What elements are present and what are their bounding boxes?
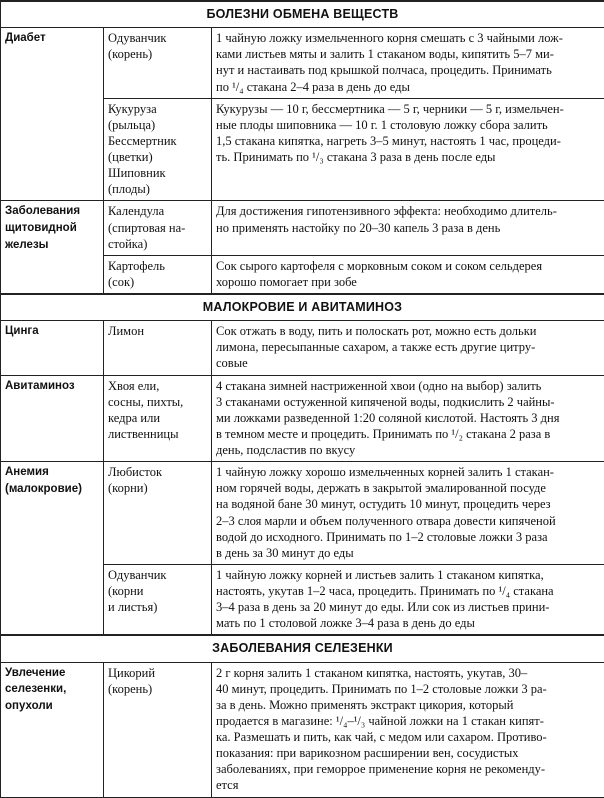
disease-cell [1,375,104,462]
text-line: (малокровие) [5,481,99,498]
text-line: Одуванчик [108,30,207,46]
table-row [1,375,604,462]
disease-cell [1,201,104,294]
disease-cell [1,28,104,201]
table-row [1,321,604,375]
text-line: (рыльца) [108,117,207,133]
text-line: Сок сырого картофеля с морковным соком и соком сельдерея [216,258,600,274]
text-line: 2 г корня залить 1 стаканом кипятка, настоять, укутав, 30– [216,665,600,681]
text-line: Одуванчик [108,567,207,583]
disease-cell [1,462,104,636]
disease-cell [1,321,104,375]
text-line: в день за 30 минут до еды [216,545,600,561]
text-line: ном горячей воды, держать в закрытой эмалированной посуде [216,480,600,496]
text-line: 4 стакана зимней настриженной хвои (одно на выбор) залить [216,378,600,394]
text-line: по ¹/₄ стакана 2–4 раза в день до еды [216,79,600,95]
recipe-cell [212,255,604,294]
plant-cell [104,321,212,375]
text-line: 1 чайную ложку измельченного корня смешать с 3 чайными лож- [216,30,600,46]
plant-cell [104,201,212,255]
text-line: Диабет [5,30,99,47]
plant-cell [104,375,212,462]
text-line: водой до исходного. Принимать по 1–2 столовые ложки 3 раза [216,529,600,545]
text-line: (корень) [108,681,207,697]
text-line: день, подсластив по вкусу [216,442,600,458]
plant-cell [104,564,212,635]
text-line: хорошо помогает при зобе [216,274,600,290]
text-line: мать по 1 столовой ложке 3–4 раза в день до еды [216,615,600,631]
text-line: селезенки, [5,681,99,698]
text-line: Шиповник [108,165,207,181]
text-line: (корни) [108,480,207,496]
text-line: лимона, пересыпанные сахаром, а также есть другие цитру- [216,339,600,355]
disease-cell [1,662,104,797]
text-line: Увлечение [5,665,99,682]
plant-cell [104,662,212,797]
text-line: ется [216,777,600,793]
text-line: (спиртовая на- [108,220,207,236]
text-line: на водяной бане 30 минут, остудить 10 минут, процедить через [216,496,600,512]
text-line: и листья) [108,599,207,615]
section-title: БОЛЕЗНИ ОБМЕНА ВЕЩЕСТВ [1,1,604,28]
plant-cell [104,462,212,565]
text-line: (сок) [108,274,207,290]
recipe-cell [212,28,604,99]
text-line: Кукурузы — 10 г, бессмертника — 5 г, черники — 5 г, измельчен- [216,101,600,117]
table-row [1,462,604,565]
text-line: Анемия [5,464,99,481]
text-line: Лимон [108,323,207,339]
text-line: 1 чайную ложку корней и листьев залить 1 стаканом кипятка, [216,567,600,583]
text-line: 3–4 раза в день за 20 минут до еды. Или сок из листьев прини- [216,599,600,615]
recipe-cell [212,375,604,462]
text-line: щитовидной [5,220,99,237]
text-line: 2–3 слоя марли и объем полученного отвара довести кипяченой [216,513,600,529]
text-line: лиственницы [108,426,207,442]
text-line: 1,5 стакана кипятка, нагреть 3–5 минут, настоять 1 час, процеди- [216,133,600,149]
plant-cell [104,28,212,99]
text-line: Авитаминоз [5,378,99,395]
recipe-cell [212,564,604,635]
text-line: Календула [108,203,207,219]
text-line: 40 минут, процедить. Принимать по 1–2 столовые ложки 3 ра- [216,681,600,697]
table-row [1,201,604,255]
table-row [1,28,604,99]
text-line: настоять, укутав 1–2 часа, процедить. Принимать по ¹/₄ стакана [216,583,600,599]
text-line: Хвоя ели, [108,378,207,394]
text-line: Цинга [5,323,99,340]
text-line: Для достижения гипотензивного эффекта: необходимо длитель- [216,203,600,219]
recipe-cell [212,321,604,375]
text-line: заболеваниях, при геморрое применение корня не рекоменду- [216,761,600,777]
text-line: совые [216,355,600,371]
text-line: опухоли [5,698,99,715]
text-line: сосны, пихты, [108,394,207,410]
text-line: но применять настойку по 20–30 капель 3 раза в день [216,220,600,236]
text-line: стойка) [108,236,207,252]
text-line: 1 чайную ложку хорошо измельченных корней залить 1 стакан- [216,464,600,480]
text-line: (плоды) [108,181,207,197]
plant-cell [104,255,212,294]
text-line: 3 стаканами остуженной кипяченой воды, подкислить 2 чайны- [216,394,600,410]
recipe-cell [212,662,604,797]
text-line: ми ложками разведенной 1:20 соляной кислотой. Настоять 3 дня [216,410,600,426]
text-line: Картофель [108,258,207,274]
section-title: МАЛОКРОВИЕ И АВИТАМИНОЗ [1,294,604,321]
section-title: ЗАБОЛЕВАНИЯ СЕЛЕЗЕНКИ [1,635,604,662]
text-line: ные плоды шиповника — 10 г. 1 столовую ложку сбора залить [216,117,600,133]
text-line: ка. Размешать и пить, как чай, с медом или сахаром. Противо- [216,729,600,745]
section-header-row [1,294,604,321]
text-line: за в день. Можно применять экстракт цикория, который [216,697,600,713]
text-line: кедра или [108,410,207,426]
text-line: Бессмертник [108,133,207,149]
recipe-cell [212,201,604,255]
text-line: железы [5,237,99,254]
text-line: Заболевания [5,203,99,220]
section-header-row [1,1,604,28]
text-line: (цветки) [108,149,207,165]
text-line: Кукуруза [108,101,207,117]
text-line: показания: при варикозном расширении вен, сосудистых [216,745,600,761]
plant-cell [104,98,212,201]
text-line: (корни [108,583,207,599]
text-line: Любисток [108,464,207,480]
text-line: ть. Принимать по ¹/₃ стакана 3 раза в день после еды [216,149,600,165]
text-line: Цикорий [108,665,207,681]
recipe-cell [212,98,604,201]
text-line: продается в магазине: ¹/₄–¹/₃ чайной ложки на 1 стакан кипят- [216,713,600,729]
text-line: в темном месте и процедить. Принимать по ¹/₂ стакана 2 раза в [216,426,600,442]
table-row [1,662,604,797]
text-line: нут и настаивать под крышкой полчаса, процедить. Принимать [216,62,600,78]
section-header-row [1,635,604,662]
text-line: Сок отжать в воду, пить и полоскать рот, можно есть дольки [216,323,600,339]
text-line: ками листьев мяты и залить 1 стаканом воды, кипятить 5–7 ми- [216,46,600,62]
recipe-cell [212,462,604,565]
text-line: (корень) [108,46,207,62]
